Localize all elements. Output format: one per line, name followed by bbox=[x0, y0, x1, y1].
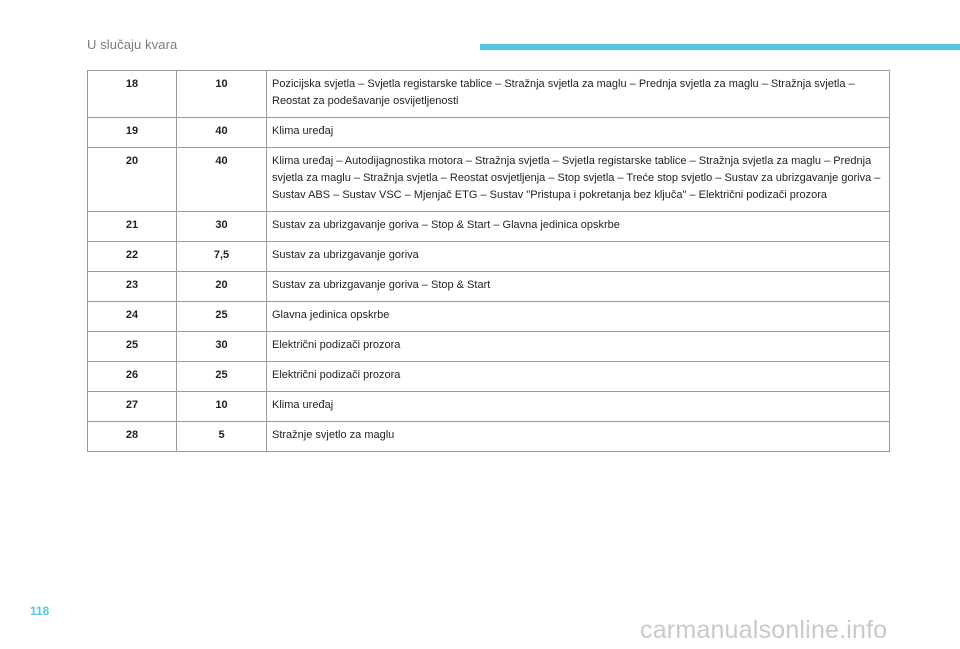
fuse-amperage-cell: 20 bbox=[177, 272, 267, 302]
fuse-number-cell: 23 bbox=[88, 272, 177, 302]
page-number: 118 bbox=[30, 604, 50, 618]
fuse-amperage-cell: 40 bbox=[177, 148, 267, 212]
fuse-number-cell: 18 bbox=[88, 71, 177, 118]
table-row bbox=[88, 332, 890, 362]
table-row bbox=[88, 71, 890, 118]
fuse-amperage-cell: 10 bbox=[177, 71, 267, 118]
table-row bbox=[88, 148, 890, 212]
fuse-functions-cell: Klima uređaj bbox=[267, 118, 890, 148]
fuse-amperage-cell: 5 bbox=[177, 422, 267, 452]
table-row bbox=[88, 118, 890, 148]
fuse-functions-cell: Sustav za ubrizgavanje goriva – Stop & Start bbox=[267, 272, 890, 302]
fuse-functions-cell: Sustav za ubrizgavanje goriva bbox=[267, 242, 890, 272]
table-row bbox=[88, 392, 890, 422]
table-row bbox=[88, 422, 890, 452]
fuse-functions-cell: Klima uređaj bbox=[267, 392, 890, 422]
fuse-number-cell: 27 bbox=[88, 392, 177, 422]
table-row bbox=[88, 242, 890, 272]
fuse-functions-cell: Električni podizači prozora bbox=[267, 332, 890, 362]
fuse-number-cell: 25 bbox=[88, 332, 177, 362]
fuse-functions-cell: Pozicijska svjetla – Svjetla registarske tablice – Stražnja svjetla za maglu – Prednja svjetla za maglu – Stražnja svjetla – Reostat za podešavanje osvijetljenosti bbox=[267, 71, 890, 118]
table-row bbox=[88, 362, 890, 392]
fuse-number-cell: 26 bbox=[88, 362, 177, 392]
watermark-text: carmanualsonline.info bbox=[640, 616, 888, 644]
fuse-functions-cell: Električni podizači prozora bbox=[267, 362, 890, 392]
fuse-number-cell: 19 bbox=[88, 118, 177, 148]
fuse-amperage-cell: 25 bbox=[177, 302, 267, 332]
fuse-amperage-cell: 25 bbox=[177, 362, 267, 392]
fuse-amperage-cell: 10 bbox=[177, 392, 267, 422]
fuse-functions-cell: Klima uređaj – Autodijagnostika motora – Stražnja svjetla – Svjetla registarske tablice – Stražnja svjetla za maglu – Prednja svjetla za maglu – Stražnja svjetla – Reostat osvjetljenja – Stop svjetla – Treće stop svjetlo – Sustav za ubrizgavanje goriva – Sustav ABS – Sustav VSC – Mjenjač ETG – Sustav "Pristupa i pokretanja bez ključa" – Električni podizači prozora bbox=[267, 148, 890, 212]
table-row bbox=[88, 272, 890, 302]
fuse-number-cell: 20 bbox=[88, 148, 177, 212]
fuse-functions-cell: Sustav za ubrizgavanje goriva – Stop & Start – Glavna jedinica opskrbe bbox=[267, 212, 890, 242]
fuse-number-cell: 22 bbox=[88, 242, 177, 272]
table-row bbox=[88, 302, 890, 332]
fuse-number-cell: 28 bbox=[88, 422, 177, 452]
fuse-amperage-cell: 30 bbox=[177, 212, 267, 242]
fuse-functions-cell: Stražnje svjetlo za maglu bbox=[267, 422, 890, 452]
fuse-amperage-cell: 7,5 bbox=[177, 242, 267, 272]
fuse-amperage-cell: 30 bbox=[177, 332, 267, 362]
fuse-functions-cell: Glavna jedinica opskrbe bbox=[267, 302, 890, 332]
header-accent-bar bbox=[480, 44, 960, 50]
fuse-number-cell: 24 bbox=[88, 302, 177, 332]
fuse-table bbox=[87, 70, 890, 452]
page-section-title: U slučaju kvara bbox=[87, 37, 178, 52]
fuse-amperage-cell: 40 bbox=[177, 118, 267, 148]
fuse-number-cell: 21 bbox=[88, 212, 177, 242]
table-row bbox=[88, 212, 890, 242]
